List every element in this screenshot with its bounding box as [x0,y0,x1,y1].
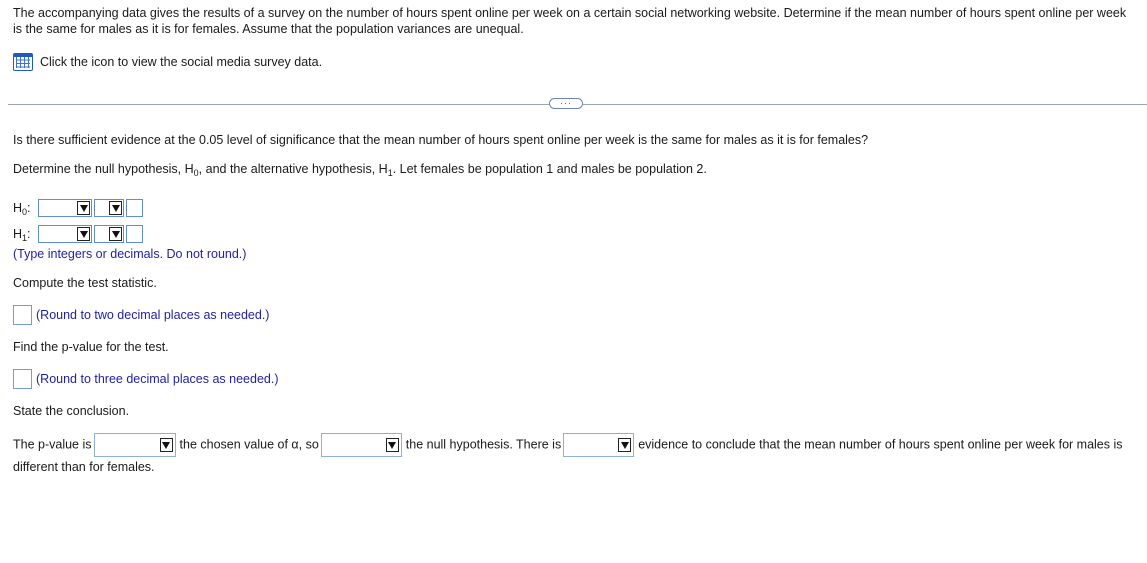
h0-operator-dropdown[interactable] [94,199,124,217]
chevron-down-icon [77,227,90,241]
h1-operator-dropdown[interactable] [94,225,124,243]
p-value-row [13,369,279,389]
h0-value-input[interactable] [126,199,143,217]
chevron-down-icon [77,201,90,215]
expand-more-button[interactable]: ··· [549,98,583,109]
p-value-input[interactable] [13,369,32,389]
p-value-hint: (Round to three decimal places as needed.) [36,372,279,386]
problem-statement: The accompanying data gives the results of a survey on the number of hours spent online per week on a certain social networking website. Determine if the mean number of hours spent online per week is the same for males as it is for females. Assume that the population variances are unequal. [13,6,1127,36]
alternative-hypothesis-row [13,224,143,244]
p-value-comparison-dropdown[interactable] [94,433,176,457]
conclusion-text-4: evidence to conclude that the mean number of hours spent online per week for males is different than for females. [13,437,1123,474]
evidence-level-dropdown[interactable] [563,433,634,457]
chevron-down-icon [109,201,122,215]
h1-parameter-dropdown[interactable] [38,225,92,243]
hypothesis-instructions [13,162,707,176]
test-statistic-hint: (Round to two decimal places as needed.) [36,308,270,322]
null-hypothesis-row [13,198,143,218]
hyp-intro-part-b: , and the alternative hypothesis, H [198,162,388,176]
test-statistic-prompt: Compute the test statistic. [13,276,157,290]
h0-label: $H_0$: [13,201,31,217]
p-value-prompt: Find the p-value for the test. [13,340,169,354]
h0-parameter-dropdown[interactable] [38,199,92,217]
hyp-intro-sub1: 1 [387,168,393,178]
chevron-down-icon [160,438,173,452]
chevron-down-icon [109,227,122,241]
conclusion-text-1: The p-value is [13,437,92,452]
hypotheses-hint: (Type integers or decimals. Do not round.) [13,247,247,261]
hyp-intro-sub0: 0 [193,168,199,178]
conclusion-text-2: the chosen value of α, so [179,437,319,452]
test-statistic-input[interactable] [13,305,32,325]
chevron-down-icon [618,438,631,452]
spreadsheet-icon[interactable] [13,53,33,71]
h1-value-input[interactable] [126,225,143,243]
view-data-link[interactable] [13,53,322,71]
view-data-label[interactable]: Click the icon to view the social media survey data. [40,55,323,69]
h1-label: $H_1$: [13,227,31,243]
conclusion-sentence [13,433,1138,478]
hyp-intro-part-a: Determine the null hypothesis, H [13,162,194,176]
conclusion-prompt: State the conclusion. [13,404,130,418]
conclusion-text-3: the null hypothesis. There is [405,437,562,452]
test-statistic-row [13,305,269,325]
hyp-intro-part-c: . Let females be population 1 and males be population 2. [392,162,707,176]
chevron-down-icon [386,438,399,452]
significance-question: Is there sufficient evidence at the 0.05 level of significance that the mean number of hours spent online per week is the same for males as it is for females? [13,133,869,147]
reject-decision-dropdown[interactable] [321,433,402,457]
